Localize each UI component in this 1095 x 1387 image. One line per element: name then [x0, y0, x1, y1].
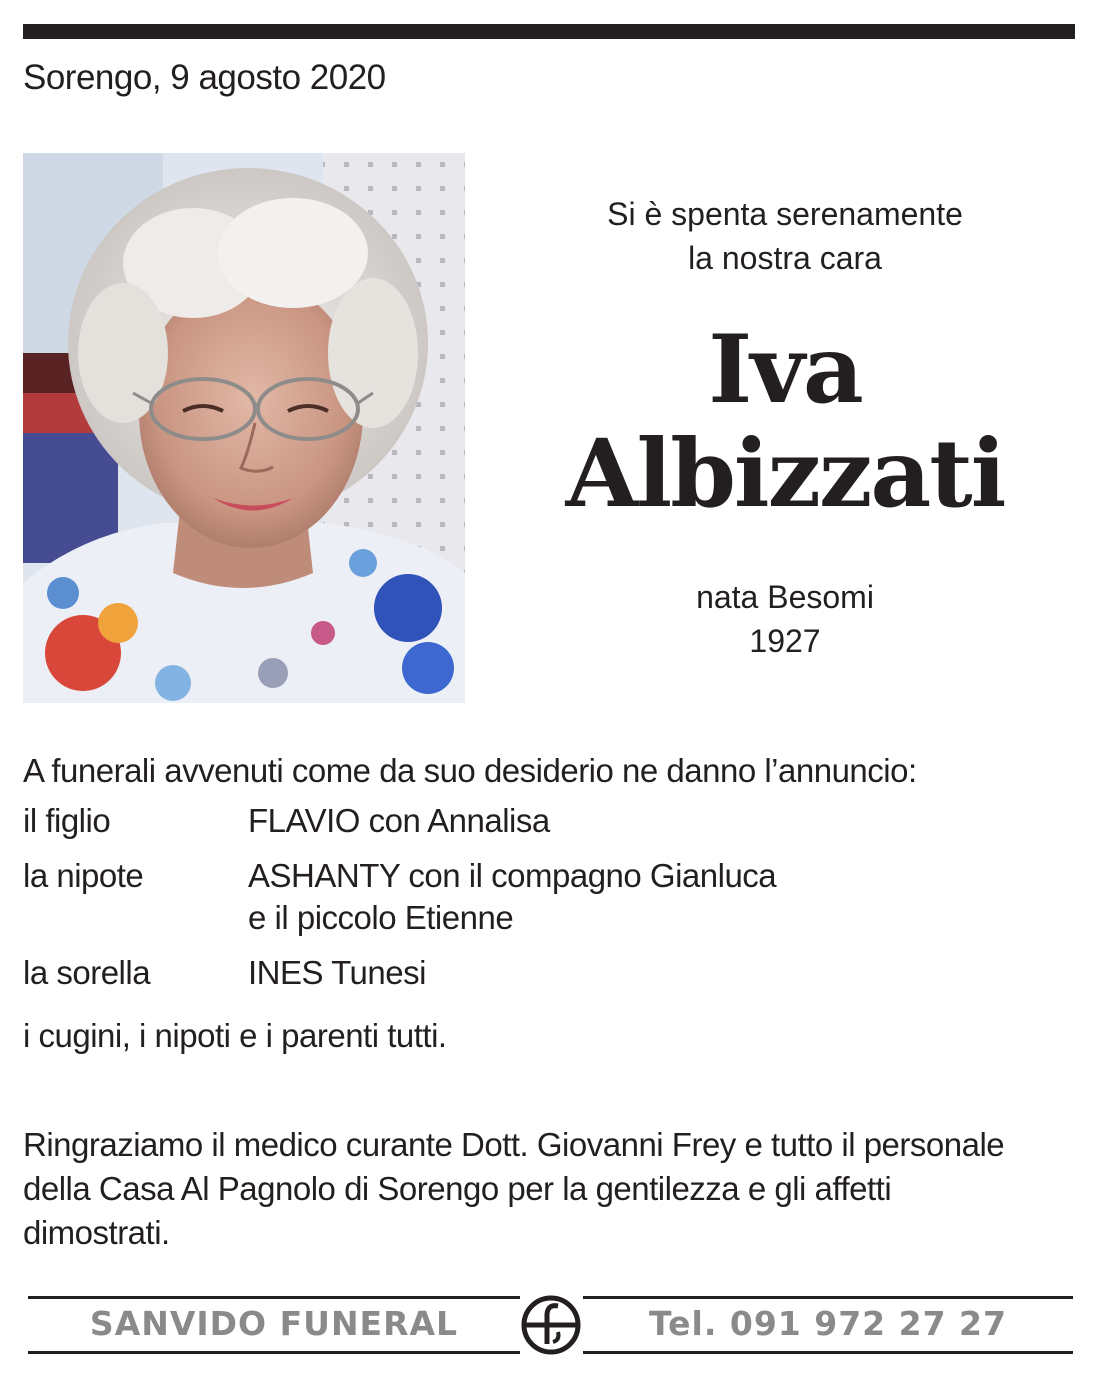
intro-text	[500, 192, 1070, 280]
thanks-line-1: Ringraziamo il medico curante Dott. Giovanni Frey e tutto il personale	[23, 1126, 1005, 1163]
relative-name-line: INES Tunesi	[248, 954, 426, 991]
list-item	[23, 952, 1063, 994]
footer-rule	[28, 1296, 520, 1299]
intro-line-1: Si è spenta serenamente	[607, 196, 963, 232]
list-item	[23, 855, 1063, 939]
relative-role: il figlio	[23, 802, 111, 839]
portrait-photo	[23, 153, 465, 703]
thanks-line-3: dimostrati.	[23, 1214, 170, 1251]
first-name: Iva	[708, 315, 862, 425]
footer-rule	[583, 1351, 1073, 1354]
relative-role: la nipote	[23, 857, 144, 894]
closing-text: i cugini, i nipoti e i parenti tutti.	[23, 1017, 447, 1054]
footer-rule	[583, 1296, 1073, 1299]
relative-name-line: e il piccolo Etienne	[248, 899, 514, 936]
footer	[28, 1292, 1073, 1358]
funeral-home-name: SANVIDO FUNERAL	[89, 1304, 459, 1343]
relative-names	[248, 800, 1063, 842]
place-date: Sorengo, 9 agosto 2020	[23, 58, 386, 97]
phone-number: Tel. 091 972 27 27	[649, 1304, 1007, 1343]
relative-names	[248, 952, 1063, 994]
announcement-text: A funerali avvenuti come da suo desiderio ne danno l’annuncio:	[23, 752, 917, 789]
list-item	[23, 800, 1063, 842]
thanks-line-2: della Casa Al Pagnolo di Sorengo per la gentilezza e gli affetti	[23, 1170, 892, 1207]
footer-rule	[28, 1351, 520, 1354]
intro-line-2: la nostra cara	[688, 240, 882, 276]
deceased-name	[500, 315, 1070, 529]
relative-name-line: ASHANTY con il compagno Gianluca	[248, 857, 777, 894]
birth-info	[500, 575, 1070, 663]
last-name: Albizzati	[565, 419, 1005, 529]
top-rule	[23, 24, 1075, 39]
relative-role: la sorella	[23, 954, 151, 991]
sf-logo-icon	[520, 1292, 582, 1358]
birth-year: 1927	[749, 623, 821, 659]
relative-name-line: FLAVIO con Annalisa	[248, 802, 550, 839]
relative-names	[248, 855, 1063, 939]
relatives-list	[23, 800, 1063, 1007]
thanks-text	[23, 1123, 1073, 1255]
maiden-name: nata Besomi	[696, 579, 874, 615]
